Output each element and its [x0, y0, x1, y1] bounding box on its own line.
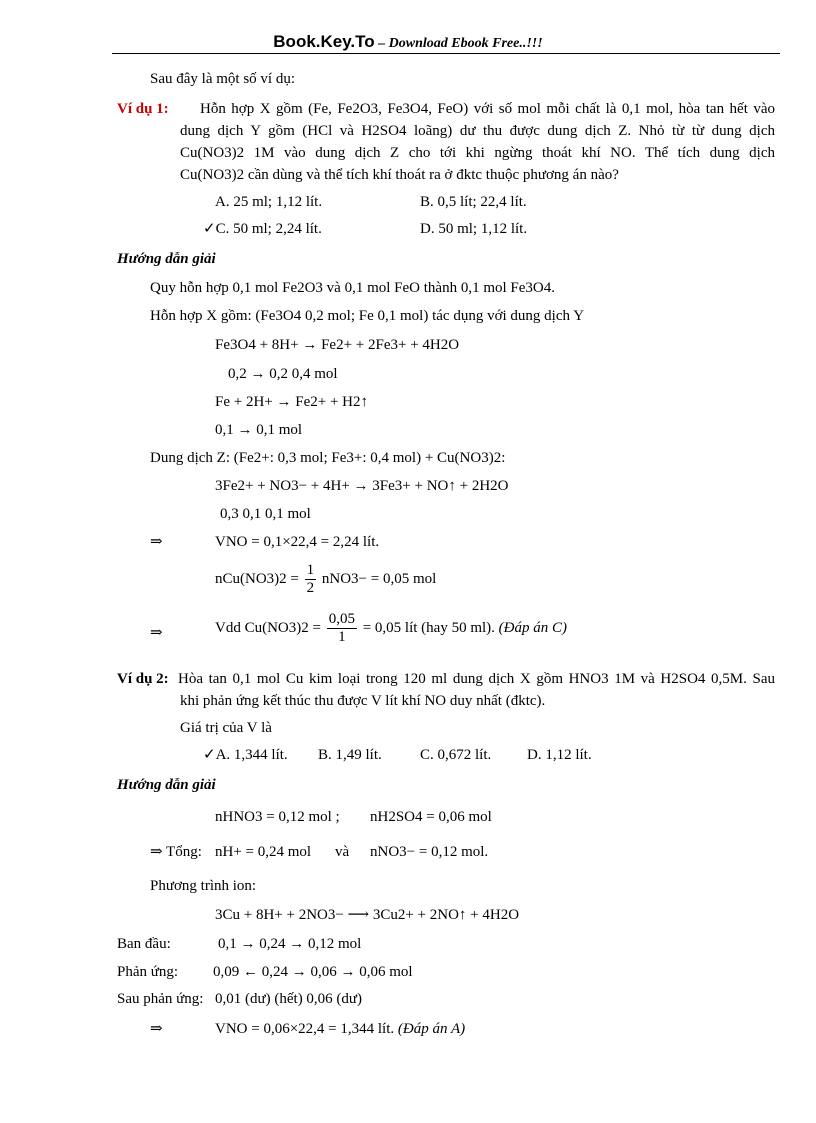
- solution-step-2: Hỗn hợp X gồm: (Fe3O4 0,2 mol; Fe 0,1 mol) tác dụng với dung dịch Y: [150, 308, 585, 324]
- example-1-option-b: B. 0,5 lít; 22,4 lít.: [420, 194, 527, 210]
- ionic-equation-label: Phương trình ion:: [150, 878, 257, 894]
- n-cu-no3-rhs: nNO3− = 0,05 mol: [321, 570, 437, 587]
- example-2-line-1: Hòa tan 0,1 mol Cu kim loại trong 120 ml dung dịch X gồm HNO3 1M và H2SO4 0,5M. Sau: [178, 671, 775, 687]
- total-no3: nNO3− = 0,12 mol.: [370, 844, 489, 860]
- example-2-option-c: C. 0,672 lít.: [420, 747, 492, 763]
- intro-text: Sau đây là một số ví dụ:: [150, 71, 295, 87]
- reaction-3-moles: 0,3 0,1 0,1 mol: [220, 506, 311, 522]
- fraction-one-half: [305, 562, 317, 597]
- row-reaction-label: Phản ứng:: [117, 964, 179, 980]
- example-1-option-d: D. 50 ml; 1,12 lít.: [420, 221, 528, 237]
- fraction-1-denominator: 2: [306, 580, 315, 596]
- row-initial-values: 0,1 → 0,24 → 0,12 mol: [218, 936, 362, 952]
- solution-step-1: Quy hỗn hợp 0,1 mol Fe2O3 và 0,1 mol FeO thành 0,1 mol Fe3O4.: [150, 280, 555, 296]
- total-h-plus: nH+ = 0,24 mol: [215, 844, 312, 860]
- v-dd-lhs: Vdd Cu(NO3)2 =: [215, 619, 321, 636]
- volume-no-calc-2: [215, 1020, 465, 1038]
- fraction-1-numerator: 1: [306, 562, 315, 578]
- header-rule: [112, 53, 780, 54]
- reaction-2-moles: 0,1 → 0,1 mol: [215, 422, 303, 438]
- row-initial-label: Ban đầu:: [117, 936, 171, 952]
- guide-heading-2: Hướng dẫn giải: [117, 777, 216, 793]
- row-after-values: 0,01 (dư) (hết) 0,06 (dư): [215, 991, 363, 1007]
- example-2-line-3: Giá trị của V là: [180, 720, 272, 736]
- reaction-1-equation: Fe3O4 + 8H+ → Fe2+ + 2Fe3+ + 4H2O: [215, 337, 460, 353]
- brand-name: Book.Key.To: [273, 32, 375, 51]
- implies-arrow-1: ⇒: [150, 534, 163, 550]
- v-dd-rhs: = 0,05 lít (hay 50 ml).: [362, 619, 495, 636]
- volume-no-value-2: VNO = 0,06×22,4 = 1,344 lít.: [215, 1021, 395, 1037]
- implies-arrow-2: ⇒: [150, 625, 163, 641]
- fraction-volume: [327, 611, 357, 646]
- reaction-1-moles: 0,2 → 0,2 0,4 mol: [228, 366, 338, 382]
- answer-1: (Đáp án C): [498, 619, 567, 636]
- brand-tagline: – Download Ebook Free..!!!: [374, 36, 543, 51]
- volume-no-calc-1: VNO = 0,1×22,4 = 2,24 lít.: [215, 534, 380, 550]
- fraction-2-numerator: 0,05: [328, 611, 355, 627]
- n-cu-no3-formula: [215, 562, 436, 597]
- n-hno3: nHNO3 = 0,12 mol ;: [215, 809, 340, 825]
- solution-z-composition: Dung dịch Z: (Fe2+: 0,3 mol; Fe3+: 0,4 mol) + Cu(NO3)2:: [150, 450, 506, 466]
- total-label: ⇒ Tổng:: [150, 844, 202, 860]
- example-2-label: Ví dụ 2:: [117, 671, 169, 687]
- example-2-option-b: B. 1,49 lít.: [318, 747, 382, 763]
- example-1-line-4: Cu(NO3)2 cần dùng và thể tích khí thoát ra ở đktc thuộc phương án nào?: [180, 167, 619, 183]
- example-1-line-2: dung dịch Y gồm (HCl và H2SO4 loãng) dư thu được dung dịch Z. Nhỏ từ từ dung dịch: [180, 123, 775, 139]
- v-dd-formula: [215, 611, 567, 646]
- example-1-option-c: ✓C. 50 ml; 2,24 lít.: [203, 221, 322, 237]
- example-1-line-1: Hỗn hợp X gồm (Fe, Fe2O3, Fe3O4, FeO) với số mol mỗi chất là 0,1 mol, hòa tan hết vào: [200, 101, 775, 117]
- guide-heading-1: Hướng dẫn giải: [117, 251, 216, 267]
- example-1-option-a: A. 25 ml; 1,12 lít.: [215, 194, 323, 210]
- answer-2: (Đáp án A): [397, 1021, 466, 1037]
- example-2-line-2: khi phản ứng kết thúc thu được V lít khí NO duy nhất (đktc).: [180, 693, 546, 709]
- reaction-2-equation: Fe + 2H+ → Fe2+ + H2↑: [215, 394, 369, 410]
- n-h2so4: nH2SO4 = 0,06 mol: [370, 809, 492, 825]
- n-cu-no3-lhs: nCu(NO3)2 =: [215, 570, 299, 587]
- total-and: và: [335, 844, 350, 860]
- implies-arrow-3: ⇒: [150, 1021, 163, 1037]
- example-2-option-a: ✓A. 1,344 lít.: [203, 747, 288, 763]
- ionic-equation: 3Cu + 8H+ + 2NO3− ⟶ 3Cu2+ + 2NO↑ + 4H2O: [215, 907, 520, 923]
- reaction-3-equation: 3Fe2+ + NO3− + 4H+ → 3Fe3+ + NO↑ + 2H2O: [215, 478, 509, 494]
- example-2-option-d: D. 1,12 lít.: [527, 747, 592, 763]
- example-1-line-3: Cu(NO3)2 1M vào dung dịch Z cho tới khi ngừng thoát khí NO. Thể tích dung dịch: [180, 145, 775, 161]
- example-1-label: Ví dụ 1:: [117, 101, 169, 117]
- fraction-2-denominator: 1: [338, 629, 346, 645]
- row-after-label: Sau phản ứng:: [117, 991, 204, 1007]
- page-header: [0, 32, 816, 52]
- row-reaction-values: 0,09 ← 0,24 → 0,06 → 0,06 mol: [213, 964, 413, 980]
